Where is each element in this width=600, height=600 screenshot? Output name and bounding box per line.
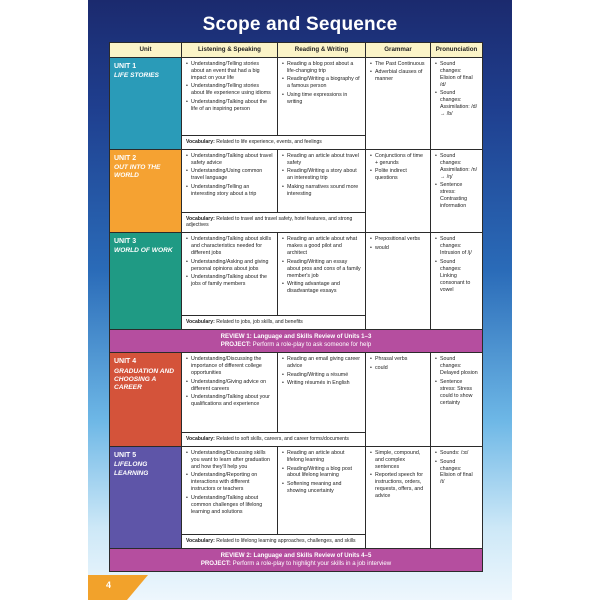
pronunciation-item: • Sounds: /ɔɪ/ <box>435 450 478 457</box>
reading-writing-list <box>282 356 361 387</box>
pronunciation-cell <box>431 233 483 330</box>
listening-speaking-item: • Understanding/Telling an interesting story about a trip <box>186 184 273 198</box>
reading-writing-cell <box>278 149 366 212</box>
table-header-row <box>110 43 483 58</box>
pronunciation-list <box>435 356 478 406</box>
grammar-item: • could <box>370 365 426 372</box>
reading-writing-item: • Reading/Writing an essay about pros and cons of a family member's job <box>282 259 361 280</box>
listening-speaking-list <box>186 236 273 288</box>
reading-writing-cell <box>278 353 366 433</box>
pronunciation-item: • Sound changes: Elision of final /d/ <box>435 61 478 89</box>
grammar-cell <box>366 353 431 447</box>
pronunciation-item: • Sound changes: Assimilation: /n/ → /ŋ/ <box>435 153 478 181</box>
pronunciation-cell <box>431 58 483 150</box>
vocabulary-text: Related to travel and travel safety, hotel features, and strong adjectives <box>186 215 353 229</box>
listening-speaking-item: • Understanding/Talking about the jobs of family members <box>186 274 273 288</box>
grammar-item: • Prepositional verbs <box>370 236 426 243</box>
grammar-item: • The Past Continuous <box>370 61 426 68</box>
grammar-cell <box>366 233 431 330</box>
unit-number: UNIT 1 <box>114 63 137 70</box>
listening-speaking-item: • Understanding/Talking about skills and characteristics needed for different jobs <box>186 236 273 257</box>
listening-speaking-item: • Understanding/Telling stories about life experience using idioms <box>186 83 273 97</box>
reading-writing-item: • Reading/Writing a résumé <box>282 372 361 379</box>
vocabulary-cell <box>182 535 366 549</box>
pronunciation-item: • Sound changes: Linking consonant to vowel <box>435 259 478 294</box>
vocabulary-text: Related to jobs, job skills, and benefits <box>216 319 303 326</box>
grammar-item: • would <box>370 245 426 252</box>
pronunciation-cell <box>431 447 483 549</box>
listening-speaking-cell <box>182 233 278 316</box>
vocabulary-label: Vocabulary: <box>186 538 215 545</box>
grammar-item: • Phrasal verbs <box>370 356 426 363</box>
pronunciation-list <box>435 61 478 118</box>
vocabulary-cell <box>182 316 366 330</box>
pronunciation-item: • Sound changes: Elision of final /t/ <box>435 459 478 487</box>
listening-speaking-list <box>186 450 273 516</box>
project-text: Perform a role-play to ask someone for help <box>252 341 372 349</box>
grammar-item: • Conjunctions of time + gerunds <box>370 153 426 167</box>
grammar-item: • Adverbial clauses of manner <box>370 69 426 83</box>
listening-speaking-cell <box>182 447 278 535</box>
listening-speaking-item: • Understanding/Talking about your qualifications and experience <box>186 394 273 408</box>
review-title: REVIEW 1: Language and Skills Review of Units 1–3 <box>220 332 372 340</box>
unit-1-cell <box>110 58 182 150</box>
header-reading-writing: Reading & Writing <box>278 43 366 58</box>
reading-writing-list <box>282 61 361 106</box>
header-grammar: Grammar <box>366 43 431 58</box>
grammar-cell <box>366 58 431 150</box>
unit-name: LIFE STORIES <box>114 72 159 80</box>
review-1-row <box>110 329 483 352</box>
unit-name: GRADUATION AND CHOOSING A CAREER <box>114 367 175 392</box>
grammar-list <box>370 450 426 500</box>
reading-writing-item: • Reading an article about lifelong learning <box>282 450 361 464</box>
reading-writing-item: • Reading/Writing a story about an interesting trip <box>282 168 361 182</box>
unit-4-row <box>110 353 483 433</box>
project-text: Perform a role-play to highlight your skills in a job interview <box>232 559 392 567</box>
pronunciation-item: • Sound changes: Assimilation: /d/ → /b/ <box>435 90 478 118</box>
vocabulary-text: Related to life experience, events, and feelings <box>216 139 322 145</box>
listening-speaking-item: • Understanding/Reporting on interactions with different instructors or teachers <box>186 472 273 493</box>
reading-writing-list <box>282 450 361 495</box>
review-title: REVIEW 2: Language and Skills Review of Units 4–5 <box>220 551 372 559</box>
reading-writing-item: • Reading an article about what makes a good pilot and architect <box>282 236 361 257</box>
reading-writing-item: • Reading a blog post about a life-changing trip <box>282 61 361 75</box>
unit-1-row <box>110 58 483 136</box>
project-label: PROJECT: <box>200 559 231 567</box>
unit-2-cell <box>110 149 182 232</box>
unit-number: UNIT 3 <box>114 238 137 246</box>
grammar-list <box>370 236 426 251</box>
unit-5-row <box>110 447 483 535</box>
grammar-list <box>370 356 426 371</box>
reading-writing-item: • Writing résumés in English <box>282 380 361 387</box>
vocabulary-label: Vocabulary: <box>186 139 215 145</box>
scope-sequence-page <box>88 0 512 600</box>
pronunciation-item: • Sound changes: Intrusion of /j/ <box>435 236 478 257</box>
vocabulary-label: Vocabulary: <box>186 319 215 326</box>
unit-number: UNIT 4 <box>114 358 137 366</box>
listening-speaking-item: • Understanding/Giving advice on different careers <box>186 379 273 393</box>
pronunciation-item: • Sentence stress: Contrasting information <box>435 182 478 210</box>
unit-4-cell <box>110 353 182 447</box>
grammar-cell <box>366 447 431 549</box>
unit-name: LIFELONG LEARNING <box>114 461 149 477</box>
reading-writing-item: • Reading/Writing a biography of a famous person <box>282 76 361 90</box>
header-unit: Unit <box>110 43 182 58</box>
reading-writing-item: • Reading an email giving career advice <box>282 356 361 370</box>
listening-speaking-item: • Understanding/Discussing the importance of different college opportunities <box>186 356 273 377</box>
reading-writing-item: • Softening meaning and showing uncertainty <box>282 481 361 495</box>
header-pronunciation: Pronunciation <box>431 43 483 58</box>
grammar-cell <box>366 149 431 232</box>
unit-name: WORLD OF WORK <box>114 247 173 255</box>
reading-writing-cell <box>278 447 366 535</box>
listening-speaking-item: • Understanding/Talking about common challenges of lifelong learning and solutions <box>186 495 273 516</box>
listening-speaking-item: • Understanding/Asking and giving personal opinions about jobs <box>186 259 273 273</box>
pronunciation-item: • Sound changes: Delayed plosion <box>435 356 478 377</box>
unit-5-cell <box>110 447 182 549</box>
unit-number: UNIT 5 <box>114 452 137 460</box>
listening-speaking-item: • Understanding/Talking about travel safety advice <box>186 153 273 167</box>
vocabulary-cell <box>182 136 366 150</box>
unit-number: UNIT 2 <box>114 154 137 162</box>
unit-3-row <box>110 233 483 316</box>
vocabulary-text: Related to soft skills, careers, and career forms/documents <box>216 436 349 443</box>
vocabulary-label: Vocabulary: <box>186 215 215 222</box>
reading-writing-item: • Reading an article about travel safety <box>282 153 361 167</box>
reading-writing-item: • Using time expressions in writing <box>282 92 361 106</box>
review-2-row <box>110 548 483 571</box>
listening-speaking-cell <box>182 58 278 136</box>
reading-writing-list <box>282 236 361 295</box>
page-title: Scope and Sequence <box>202 14 398 35</box>
listening-speaking-item: • Understanding/Talking about the life of an inspiring person <box>186 99 273 113</box>
page-number: 4 <box>106 580 112 590</box>
listening-speaking-list <box>186 61 273 113</box>
grammar-item: • Simple, compound, and complex sentences <box>370 450 426 471</box>
listening-speaking-item: • Understanding/Using common travel language <box>186 168 273 182</box>
reading-writing-item: • Writing advantage and disadvantage essays <box>282 281 361 295</box>
page-number-tab <box>88 575 148 600</box>
reading-writing-cell <box>278 233 366 316</box>
pronunciation-list <box>435 236 478 293</box>
scope-sequence-table <box>109 42 483 572</box>
listening-speaking-list <box>186 153 273 198</box>
listening-speaking-item: • Understanding/Telling stories about an event that had a big impact on your life <box>186 61 273 82</box>
reading-writing-item: • Reading/Writing a blog post about lifelong learning <box>282 466 361 480</box>
pronunciation-list <box>435 450 478 486</box>
vocabulary-label: Vocabulary: <box>186 436 215 443</box>
reading-writing-list <box>282 153 361 198</box>
pronunciation-cell <box>431 149 483 232</box>
reading-writing-item: • Making narratives sound more interesting <box>282 184 361 198</box>
vocabulary-text: Related to lifelong learning approaches, challenges, and skills <box>216 538 356 545</box>
unit-name: OUT INTO THE WORLD <box>114 163 161 180</box>
vocabulary-cell <box>182 212 366 232</box>
pronunciation-list <box>435 153 478 210</box>
listening-speaking-cell <box>182 353 278 433</box>
grammar-list <box>370 61 426 83</box>
pronunciation-item: • Sentence stress: Stress could to show certainty <box>435 379 478 407</box>
header-listening-speaking: Listening & Speaking <box>182 43 278 58</box>
listening-speaking-list <box>186 356 273 408</box>
project-label: PROJECT: <box>220 341 251 349</box>
grammar-item: • Polite indirect questions <box>370 168 426 182</box>
listening-speaking-cell <box>182 149 278 212</box>
unit-3-cell <box>110 233 182 330</box>
pronunciation-cell <box>431 353 483 447</box>
reading-writing-cell <box>278 58 366 136</box>
listening-speaking-item: • Understanding/Discussing skills you want to learn after graduation and how they'll help you <box>186 450 273 471</box>
grammar-list <box>370 153 426 182</box>
grammar-item: • Reported speech for instructions, orders, requests, offers, and advice <box>370 472 426 500</box>
unit-2-row <box>110 149 483 212</box>
vocabulary-cell <box>182 433 366 447</box>
